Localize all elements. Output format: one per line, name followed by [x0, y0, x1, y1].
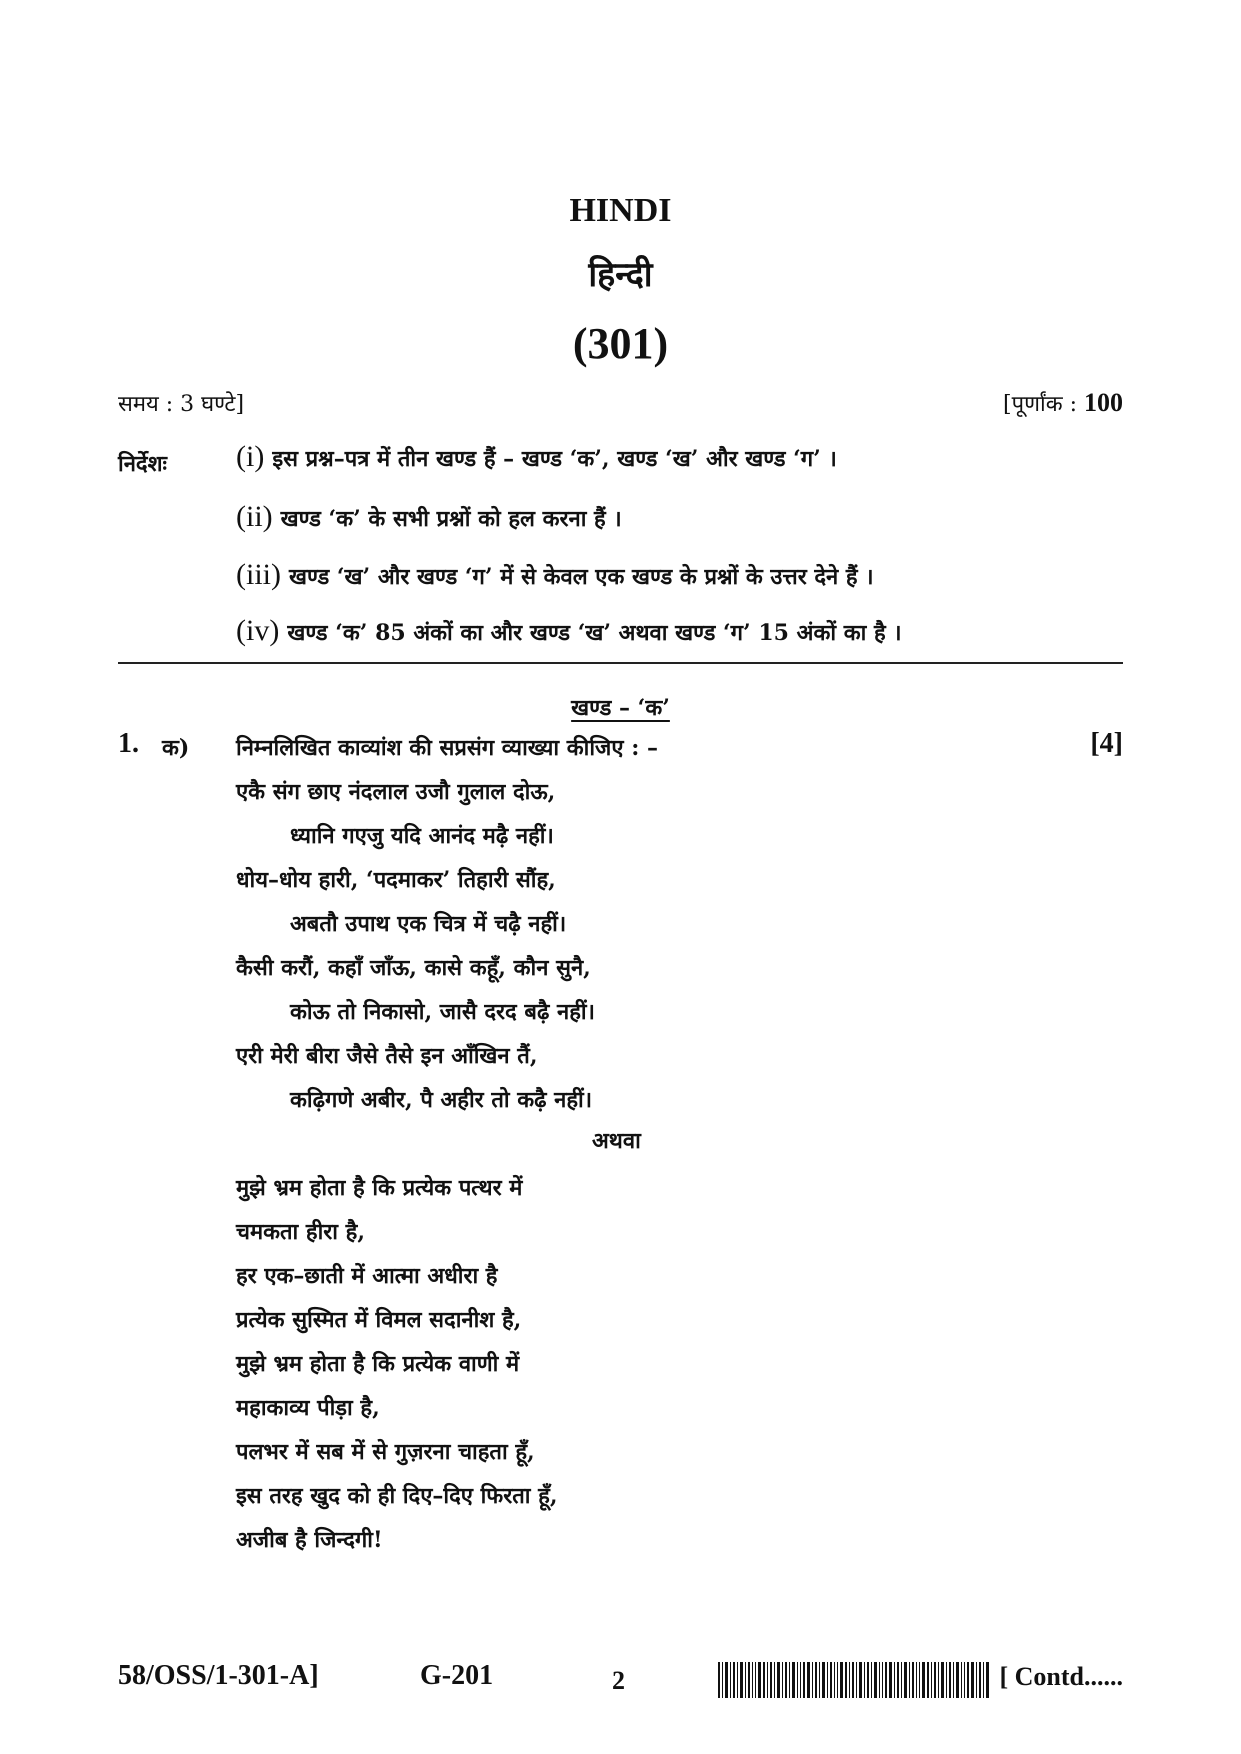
poem-line: कढ़िगणे अबीर, पै अहीर तो कढ़ै नहीं।: [290, 1087, 593, 1113]
section-heading-text: खण्ड – ‘क’: [571, 695, 670, 721]
question-text: निम्नलिखित काव्यांश की सप्रसंग व्याख्या कीजिए : –: [236, 735, 658, 761]
instruction-item: [236, 500, 622, 534]
instruction-number: (i): [236, 440, 265, 473]
poem-line: ध्यानि गएजु यदि आनंद मढ़ै नहीं।: [290, 823, 554, 849]
instruction-number: (ii): [236, 500, 273, 533]
instruction-text: खण्ड ‘ख’ और खण्ड ‘ग’ में से केवल एक खण्ड के प्रश्नों के उत्तर देने हैं ।: [289, 564, 874, 590]
question-marks: [4]: [1090, 728, 1123, 759]
question-subpart: क): [162, 735, 190, 761]
instruction-text: खण्ड ‘क’ 85 अंकों का और खण्ड ‘ख’ अथवा खण्ड ‘ग’ 15 अंकों का है ।: [287, 620, 902, 646]
instruction-text: खण्ड ‘क’ के सभी प्रश्नों को हल करना हैं ।: [280, 506, 622, 532]
paper-title-english: HINDI: [569, 192, 672, 229]
instruction-item: [236, 558, 874, 592]
poem-line: हर एक–छाती में आत्मा अधीरा है: [236, 1263, 498, 1289]
poem-line: एरी मेरी बीरा जैसे तैसे इन आँखिन तैं,: [236, 1043, 538, 1069]
poem-line: मुझे भ्रम होता है कि प्रत्येक पत्थर में: [236, 1175, 523, 1201]
instruction-item: [236, 614, 902, 648]
instruction-number: (iii): [236, 558, 281, 591]
barcode-icon: [718, 1662, 990, 1698]
max-marks-label: [पूर्णांक :: [1003, 392, 1084, 417]
poem-line: चमकता हीरा है,: [236, 1219, 365, 1245]
poem-line: धोय–धोय हारी, ‘पदमाकर’ तिहारी सौंह,: [236, 867, 556, 893]
poem-line: अजीब है जिन्दगी!: [236, 1527, 383, 1553]
section-heading: [0, 692, 1241, 722]
footer-paper-code: 58/OSS/1-301-A]: [118, 1660, 319, 1691]
poem-line: कैसी करौं, कहाँ जाँऊ, कासे कहूँ, कौन सुनै,: [236, 955, 591, 981]
poem-line: अबतौ उपाथ एक चित्र में चढ़ै नहीं।: [290, 911, 567, 937]
question-number: 1.: [118, 728, 139, 759]
divider: [118, 662, 1123, 664]
instruction-text: इस प्रश्न–पत्र में तीन खण्ड हैं – खण्ड ‘क’, खण्ड ‘ख’ और खण्ड ‘ग’ ।: [272, 446, 837, 472]
poem-line: महाकाव्य पीड़ा है,: [236, 1395, 380, 1421]
max-marks-value: 100: [1084, 388, 1123, 417]
paper-title-hindi: हिन्दी: [588, 255, 653, 295]
poem-line: एकै संग छाए नंदलाल उजौ गुलाल दोऊ,: [236, 779, 556, 805]
footer-series: G-201: [420, 1660, 494, 1691]
poem-line: मुझे भ्रम होता है कि प्रत्येक वाणी में: [236, 1351, 520, 1377]
or-separator: अथवा: [592, 1128, 641, 1154]
poem-line: प्रत्येक सुस्मित में विमल सदानीश है,: [236, 1307, 522, 1333]
time-allowed: समय : 3 घण्टे]: [118, 392, 245, 417]
max-marks: [1003, 388, 1123, 418]
poem-line: पलभर में सब में से गुज़रना चाहता हूँ,: [236, 1439, 535, 1465]
page-number: 2: [612, 1666, 625, 1695]
instructions-label: निर्देशः: [118, 451, 167, 477]
poem-line: इस तरह खुद को ही दिए–दिए फिरता हूँ,: [236, 1483, 558, 1509]
poem-line: कोऊ तो निकासो, जासै दरद बढ़ै नहीं।: [290, 999, 595, 1025]
continued-label: [ Contd......: [999, 1662, 1123, 1691]
instruction-item: [236, 440, 837, 474]
paper-subject-code: (301): [572, 319, 669, 368]
instruction-number: (iv): [236, 614, 280, 647]
